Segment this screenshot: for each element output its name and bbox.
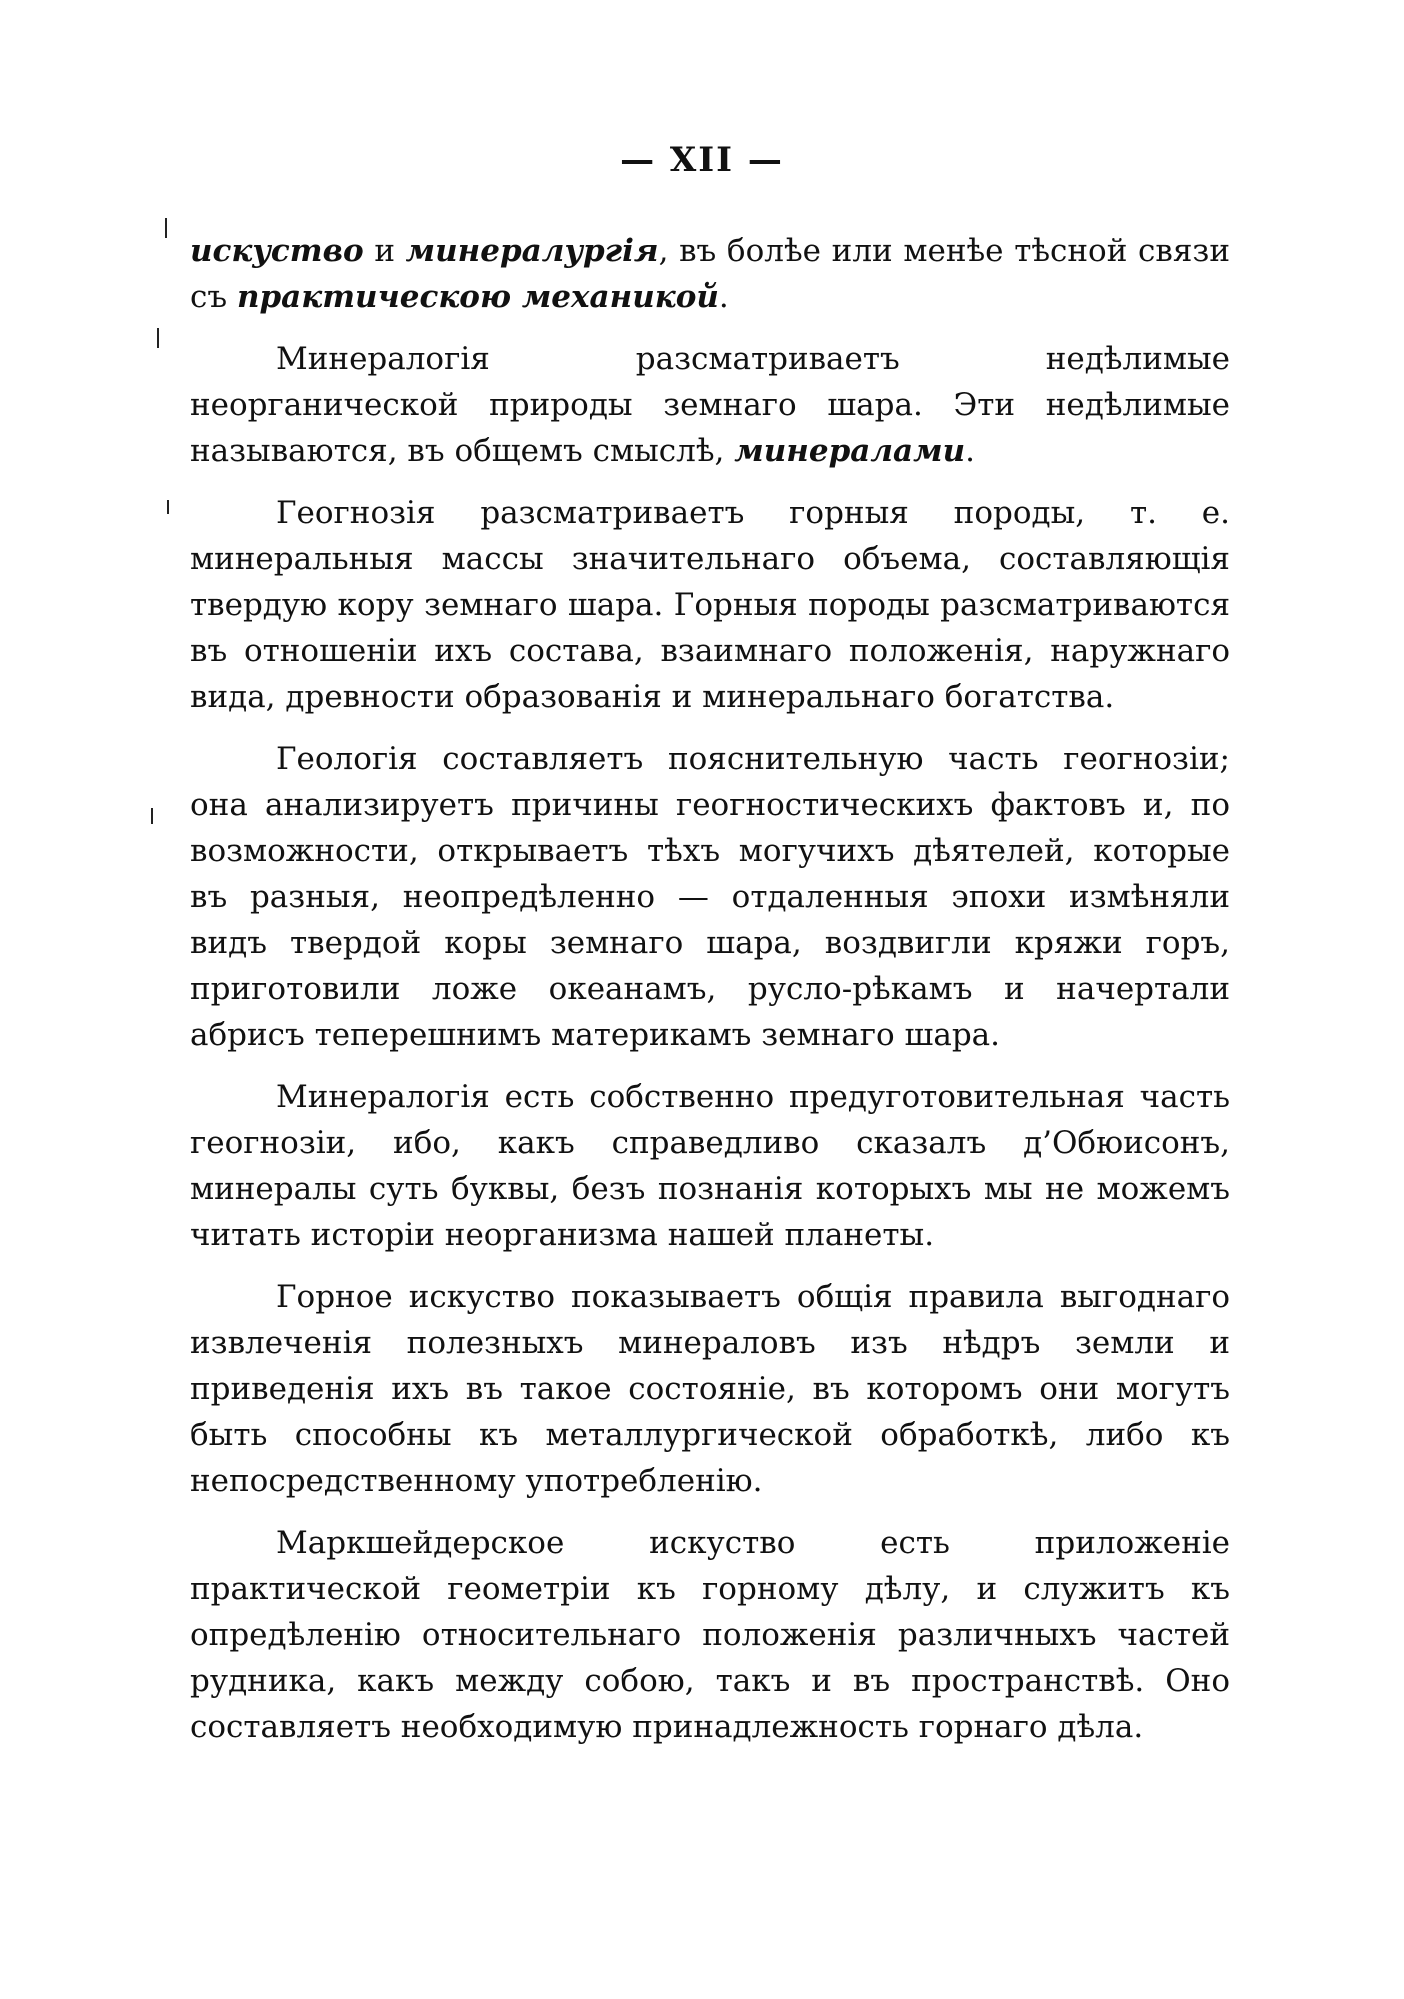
paragraph xyxy=(190,228,1230,320)
margin-mark xyxy=(151,808,153,824)
paragraph: Геогнозія разсматриваетъ горныя породы, т. е. минеральныя массы значительнаго объема, составляющія твердую кору земнаго шара. Горныя породы разсматриваются въ отношеніи ихъ состава, взаимнаго положенія, наружнаго вида, древности образованія и минеральнаго богатства. xyxy=(190,495,1230,715)
paragraph-text: . xyxy=(718,279,729,315)
paragraph-text: и xyxy=(363,233,406,269)
paragraph xyxy=(190,336,1230,474)
margin-mark xyxy=(165,218,167,238)
paragraph: Геологія составляетъ пояснительную часть геогнозіи; она анализируетъ причины геогностическихъ фактовъ и, по возможности, открываетъ тѣхъ могучихъ дѣятелей, которые въ разныя, неопредѣленно — отдаленныя эпохи измѣняли видъ твердой коры земнаго шара, воздвигли кряжи горъ, приготовили ложе океанамъ, русло-рѣкамъ и начертали абрисъ теперешнимъ материкамъ земнаго шара. xyxy=(190,741,1230,1053)
italic-term: минералами xyxy=(734,433,966,469)
italic-term: практическою механикой xyxy=(236,279,719,315)
italic-term: искуство xyxy=(190,233,364,269)
paragraph-text: , въ болѣе или менѣе тѣсной связи съ xyxy=(190,233,1230,315)
paragraph-text: Минералогія разсматриваетъ недѣлимые неорганической природы земнаго шара. Эти недѣлимые называются, въ общемъ смыслѣ, xyxy=(190,341,1230,469)
italic-term: минералургія xyxy=(405,233,659,269)
paragraph: Маркшейдерское искуство есть приложеніе практической геометріи къ горному дѣлу, и служитъ къ опредѣленію относительнаго положенія различныхъ частей рудника, какъ между собою, такъ и въ пространствѣ. Оно составляетъ необходимую принадлежность горнаго дѣла. xyxy=(190,1525,1230,1745)
body-text xyxy=(190,228,1230,1750)
margin-mark xyxy=(157,328,159,348)
paragraph: Горное искуство показываетъ общія правила выгоднаго извлеченія полезныхъ минераловъ изъ нѣдръ земли и приведенія ихъ въ такое состояніе, въ которомъ они могутъ быть способны къ металлургической обработкѣ, либо къ непосредственному употребленію. xyxy=(190,1279,1230,1499)
paragraph-text: . xyxy=(965,433,975,469)
paragraph: Минералогія есть собственно предуготовительная часть геогнозіи, ибо, какъ справедливо сказалъ д’Обюисонъ, минералы суть буквы, безъ познанія которыхъ мы не можемъ читать исторіи неорганизма нашей планеты. xyxy=(190,1079,1230,1253)
page-number: — XII — xyxy=(620,140,784,180)
margin-mark xyxy=(167,500,169,514)
